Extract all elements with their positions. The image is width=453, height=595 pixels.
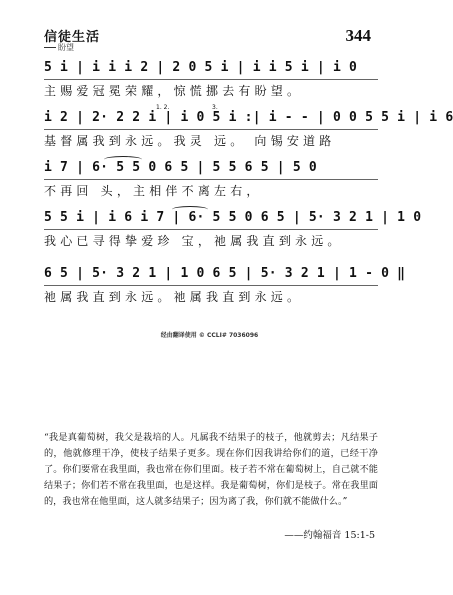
notation-line: i 7 | 6· 5 5 0 6 5 | 5 5 6 5 | 5 0 <box>44 160 317 175</box>
score-system-3 <box>44 160 378 208</box>
score-system-5 <box>44 266 406 314</box>
notation-line: i 2 | 2· 2 2 i | i 0 5 i :| i - - | 0 0 5 5 i | i 6 <box>44 110 453 125</box>
lyric-line: 基督属我到永远。我灵 远。 向锡安道路 <box>44 134 336 148</box>
beam-line <box>44 285 378 287</box>
volta-first-ending: 1. 2. <box>156 104 170 111</box>
lyric-line: 我心已寻得挚爱珍 宝，祂属我直到永远。 <box>44 234 344 248</box>
beam-line <box>44 179 378 181</box>
lyric-line: 不再回 头，主相伴不离左右， <box>44 184 263 198</box>
beam-line <box>44 129 378 131</box>
beam-line <box>44 229 378 231</box>
score-system-1 <box>44 60 378 108</box>
lyric-line: 祂属我直到永远。祂属我直到永远。 <box>44 290 304 304</box>
scripture-quote: “我是真葡萄树，我父是栽培的人。凡属我不结果子的枝子，他就剪去；凡结果子的，他就修理干净，使枝子结果子更多。现在你们因我讲给你们的道，已经干净了。你们要常在我里面，我也常在你们里面。枝子若不常在葡萄树上，自己就不能结果子；你们若不常在我里面，也是这样。我是葡萄树，你们是枝子。常在我里面的，我也常在他里面，这人就多结果子；因为离了我，你们就不能做什么。” <box>44 432 378 507</box>
header-rule <box>44 47 56 48</box>
score-system-2 <box>44 104 453 158</box>
category-title: 信徒生活 <box>44 30 101 45</box>
scripture-reference: ——约翰福音 15:1-5 <box>284 530 375 541</box>
notation-line: 5 i | i i i 2 | 2 0 5 i | i i 5 i | i 0 <box>44 60 358 75</box>
lyric-line: 主赐爱冠冕荣耀，惊慌挪去有盼望。 <box>44 84 304 98</box>
volta-second-ending: 3. <box>212 104 218 111</box>
score-system-4 <box>44 210 422 258</box>
beam-line <box>44 79 378 81</box>
notation-line: 5 5 i | i 6 i 7 | 6· 5 5 0 6 5 | 5· 3 2 1 | 1 0 <box>44 210 422 225</box>
subcategory-label: 盼望 <box>58 43 74 52</box>
notation-line: 6 5 | 5· 3 2 1 | 1 0 6 5 | 5· 3 2 1 | 1 - 0 ‖ <box>44 266 406 281</box>
copyright-notice: 经由翻译使用 © CCLI# 7036096 <box>160 332 259 339</box>
hymn-number: 344 <box>345 26 371 45</box>
